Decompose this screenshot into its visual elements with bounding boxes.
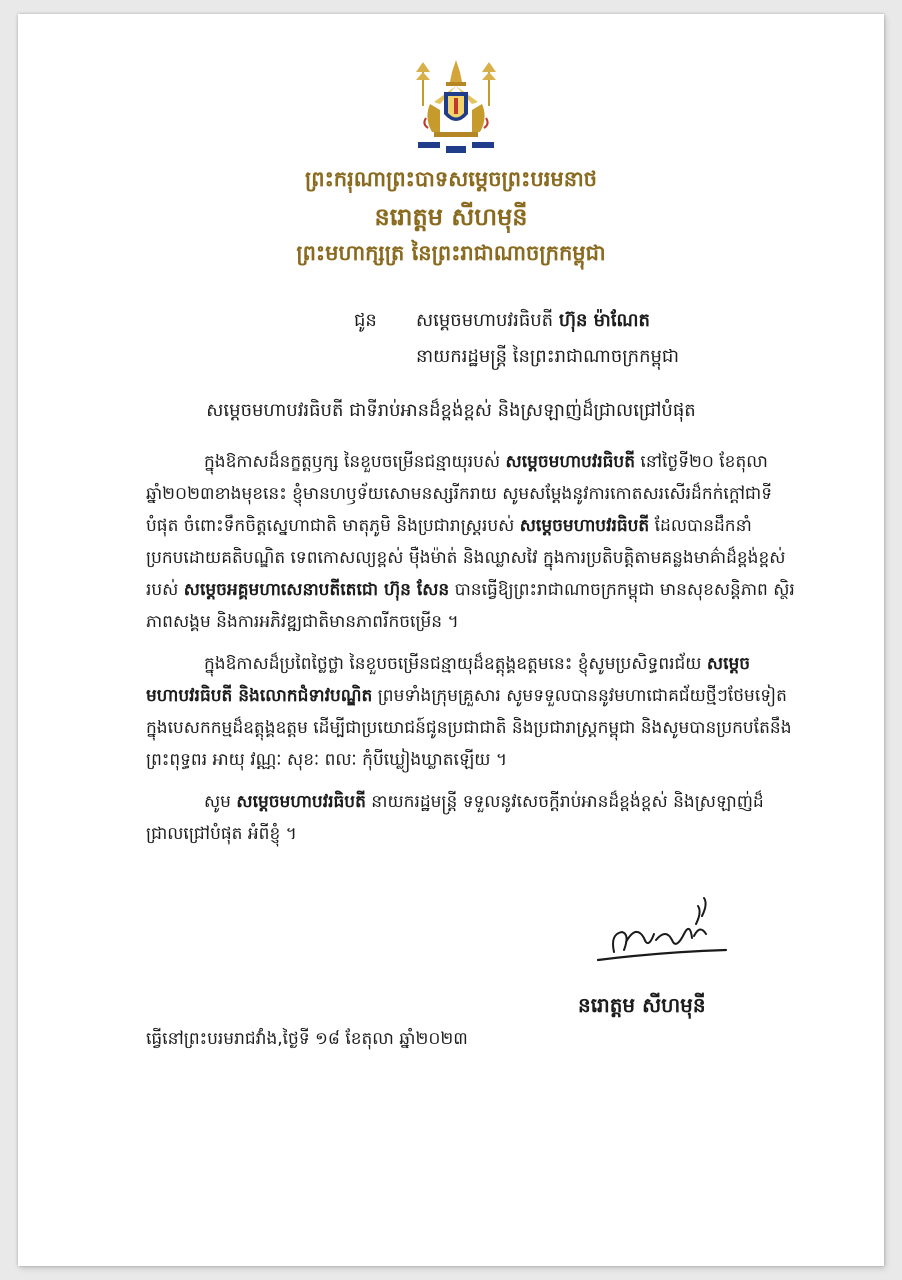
p1-text-2: នៅថ្ងៃទី២០ ខែតុលា ឆ្នាំ២០២៣ខាងមុខនេះ ខ្ញុំមានហឫទ័យសោមនស្សរីករាយ សូមសម្តែងនូវការកោតសរសើរដ៏កក់ក្តៅជាទីបំផុត ចំពោះទឹកចិត្តស្នេហាជាតិ មាតុភូមិ និងប្រជារាស្ត្ររបស់ [146, 452, 772, 536]
header-king-title: ព្រះមហាក្សត្រ នៃព្រះរាជាណាចក្រកម្ពុជា [296, 240, 606, 265]
p3-bold-1: សម្តេចមហាបវរធិបតី [236, 792, 366, 812]
paragraph-1 [146, 446, 796, 638]
p2-text-2: ព្រមទាំងក្រុមគ្រួសារ សូមទទួលបាននូវមហាជោគជ័យថ្មីៗថែមទៀត ក្នុងបេសកកម្មដ៏ឧត្តុង្គឧត្តម ដើម្បីជាប្រយោជន៍ជូនប្រជាជាតិ និងប្រជារាស្ត្រកម្ពុជា និងសូមបានប្រកបតែនឹងព្រះពុទ្ធពរ អាយុ វណ្ណៈ សុខៈ ពលៈ កុំបីឃ្លៀងឃ្លាតឡើយ ។ [146, 686, 792, 770]
place-and-date: ធ្វើនៅព្រះបរមរាជវាំង,ថ្ងៃទី ១៨ ខែតុលា ឆ្នាំ២០២៣ [146, 1029, 468, 1049]
p1-text-3: ដែលបានដឹកនាំប្រកបដោយគតិបណ្ឌិត ទេពកោសល្យខ្ពស់ ម៉ឺងម៉ាត់ និងឈ្លាសវៃ ក្នុងការប្រតិបត្តិតាមគន្លងមាគ៌ាដ៏ខ្ពង់ខ្ពស់របស់ [146, 516, 786, 600]
signatory-name: នរោត្តម សីហមុនី [578, 993, 706, 1017]
recipient-title: នាយករដ្ឋមន្ត្រី នៃព្រះរាជាណាចក្រកម្ពុជា [416, 346, 680, 367]
paragraph-3 [146, 786, 796, 850]
recipient-name-line [416, 308, 650, 335]
p1-text-1: ក្នុងឱកាសដ៏នក្ខត្តឫក្ស នៃខួបចម្រើនជន្មាយុរបស់ [204, 452, 506, 472]
handwritten-signature [592, 894, 732, 974]
letter-body [146, 446, 796, 860]
recipient-title-prefix: សម្តេចមហាបវរធិបតី [416, 310, 554, 331]
p2-bold-1: សម្តេចមហាបវរធិបតី និងលោកជំទាវបណ្ឌិត [146, 654, 751, 706]
p1-bold-3: សម្តេចអគ្គមហាសេនាបតីតេជោ ហ៊ុន សែន [183, 580, 450, 600]
p1-bold-2: សម្តេចមហាបវរធិបតី [519, 516, 650, 536]
p2-text-1: ក្នុងឱកាសដ៏ប្រពៃថ្លៃថ្លា នៃខួបចម្រើនជន្មាយុដ៏ឧត្តុង្គឧត្តមនេះ ខ្ញុំសូមប្រសិទ្ធពរជ័យ [204, 654, 707, 674]
recipient-label: ជូន [354, 310, 377, 331]
p1-bold-1: សម្តេចមហាបវរធិបតី [505, 452, 636, 472]
salutation: សម្តេចមហាបវរធិបតី ជាទីរាប់អានដ៏ខ្ពង់ខ្ពស់ និងស្រឡាញ់ដ៏ជ្រាលជ្រៅបំផុត [206, 400, 696, 421]
paragraph-2 [146, 648, 796, 776]
recipient-name: ហ៊ុន ម៉ាណែត [558, 310, 650, 331]
p3-text-1: សូម [204, 792, 237, 812]
header-royal-title: ព្រះករុណាព្រះបាទសម្តេចព្រះបរមនាថ [304, 166, 598, 191]
p3-text-2: នាយករដ្ឋមន្ត្រី ទទួលនូវសេចក្តីរាប់អានដ៏ខ្ពង់ខ្ពស់ និងស្រឡាញ់ដ៏ជ្រាលជ្រៅបំផុត អំពីខ្ញុំ ។ [146, 792, 764, 844]
royal-coat-of-arms-icon [412, 58, 500, 158]
header-king-name: នរោត្តម សីហមុនី [374, 202, 528, 231]
letter-page [18, 14, 884, 1266]
p1-text-4: បានធ្វើឱ្យព្រះរាជាណាចក្រកម្ពុជា មានសុខសន្តិភាព ស្ថិរភាពសង្គម និងការអភិវឌ្ឍជាតិមានភាពរីកចម្រើន ។ [146, 580, 795, 632]
